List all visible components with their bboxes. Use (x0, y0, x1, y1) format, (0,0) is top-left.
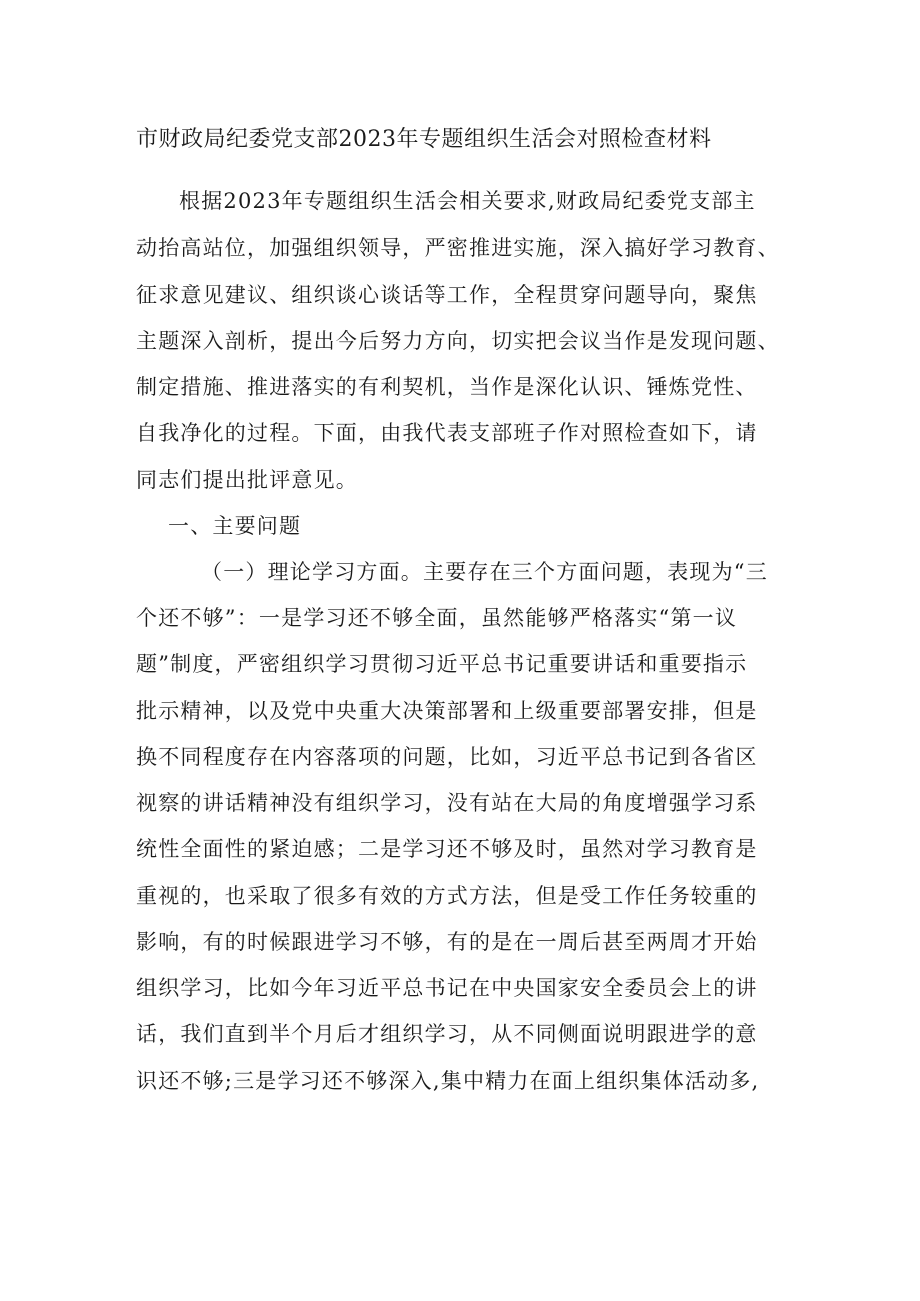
intro-line: 自我净化的过程。下面，由我代表支部班子作对照检查如下，请 (136, 421, 758, 445)
body-line: 批示精神，以及党中央重大决策部署和上级重要部署安排，但是 (136, 699, 758, 723)
body-line: 组织学习，比如今年习近平总书记在中央国家安全委员会上的讲 (136, 976, 758, 1000)
body-line: 重视的，也采取了很多有效的方式方法，但是受工作任务较重的 (136, 884, 758, 908)
body-line: 识还不够;三是学习还不够深入,集中精力在面上组织集体活动多, (136, 1069, 760, 1093)
body-line: 话，我们直到半个月后才组织学习，从不同侧面说明跟进学的意 (136, 1022, 758, 1046)
intro-line: 根据2023年专题组织生活会相关要求,财政局纪委党支部主 (179, 189, 756, 213)
intro-line: 动抬高站位，加强组织领导，严密推进实施，深入搞好学习教育、 (136, 236, 780, 260)
body-line: 影响，有的时候跟进学习不够，有的是在一周后甚至两周才开始 (136, 930, 758, 954)
intro-line: 同志们提出批评意见。 (136, 468, 358, 492)
intro-line: 制定措施、推进落实的有利契机，当作是深化认识、锤炼党性、 (136, 375, 758, 399)
intro-line: 主题深入剖析，提出今后努力方向，切实把会议当作是发现问题、 (136, 329, 780, 353)
intro-line: 征求意见建议、组织谈心谈话等工作，全程贯穿问题导向，聚焦 (136, 283, 758, 307)
body-line: （一）理论学习方面。主要存在三个方面问题，表现为“三 (201, 560, 768, 584)
section-heading: 一、主要问题 (168, 514, 302, 538)
body-line: 个还不够”：一是学习还不够全面，虽然能够严格落实“第一议 (136, 606, 738, 630)
body-line: 题”制度，严密组织学习贯彻习近平总书记重要讲话和重要指示 (136, 652, 748, 676)
body-line: 换不同程度存在内容落项的问题，比如，习近平总书记到各省区 (136, 745, 758, 769)
document-title: 市财政局纪委党支部2023年专题组织生活会对照检查材料 (136, 127, 712, 152)
body-line: 统性全面性的紧迫感；二是学习还不够及时，虽然对学习教育是 (136, 837, 758, 861)
body-line: 视察的讲话精神没有组织学习，没有站在大局的角度增强学习系 (136, 791, 758, 815)
